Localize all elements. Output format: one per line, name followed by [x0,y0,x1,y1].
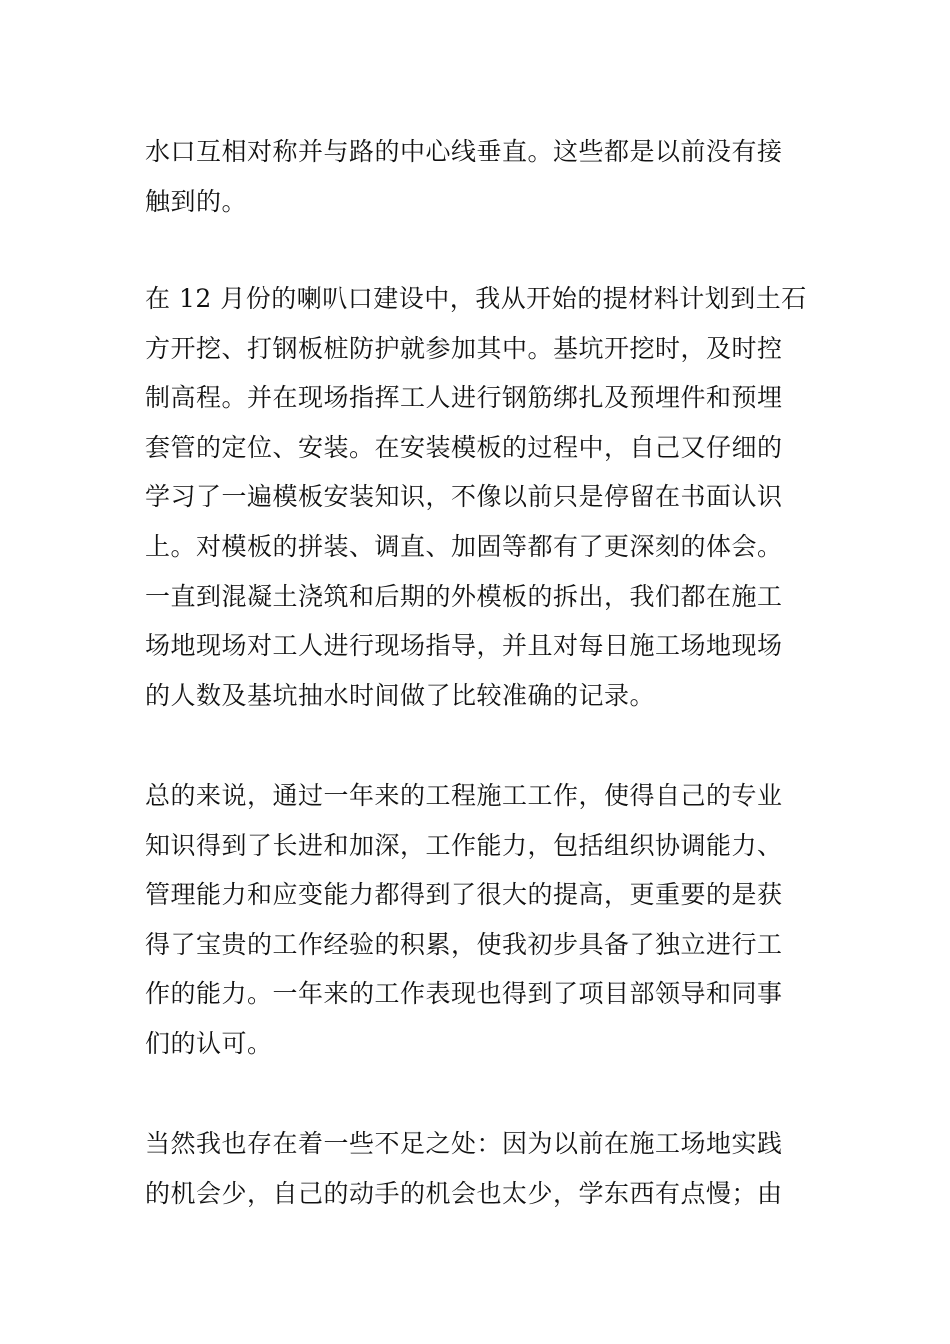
paragraph-line: 方开挖、打钢板桩防护就参加其中。基坑开挖时，及时控 [145,333,783,363]
paragraph-line: 场地现场对工人进行现场指导，并且对每日施工场地现场 [145,631,783,661]
paragraph-4 [145,1119,815,1218]
paragraph-line: 学习了一遍模板安装知识，不像以前只是停留在书面认识 [145,482,783,512]
paragraph-line: 触到的。 [145,186,248,216]
paragraph-line: 当然我也存在着一些不足之处：因为以前在施工场地实践 [145,1129,783,1158]
paragraph-line: 上。对模板的拼装、调直、加固等都有了更深刻的体会。 [145,531,783,561]
paragraph-1 [145,127,815,226]
paragraph-line: 套管的定位、安装。在安装模板的过程中，自己又仔细的 [145,432,783,462]
paragraph-line: 在 12 月份的喇叭口建设中，我从开始的提材料计划到土石 [145,284,807,313]
paragraph-line: 水口互相对称并与路的中心线垂直。这些都是以前没有接 [145,137,783,166]
paragraph-line: 的人数及基坑抽水时间做了比较准确的记录。 [145,680,656,710]
paragraph-line: 总的来说，通过一年来的工程施工工作，使得自己的专业 [145,781,783,810]
paragraph-3 [145,771,815,1069]
paragraph-line: 制高程。并在现场指挥工人进行钢筋绑扎及预埋件和预埋 [145,383,783,413]
paragraph-line: 一直到混凝土浇筑和后期的外模板的拆出，我们都在施工 [145,581,783,611]
paragraph-line: 作的能力。一年来的工作表现也得到了项目部领导和同事 [145,979,783,1009]
paragraph-line: 知识得到了长进和加深，工作能力，包括组织协调能力、 [145,830,783,860]
paragraph-line: 的机会少，自己的动手的机会也太少，学东西有点慢；由 [145,1178,783,1208]
paragraph-line: 管理能力和应变能力都得到了很大的提高，更重要的是获 [145,880,783,910]
paragraph-line: 得了宝贵的工作经验的积累，使我初步具备了独立进行工 [145,929,783,959]
paragraph-line: 们的认可。 [145,1028,273,1058]
paragraph-2 [145,274,815,720]
